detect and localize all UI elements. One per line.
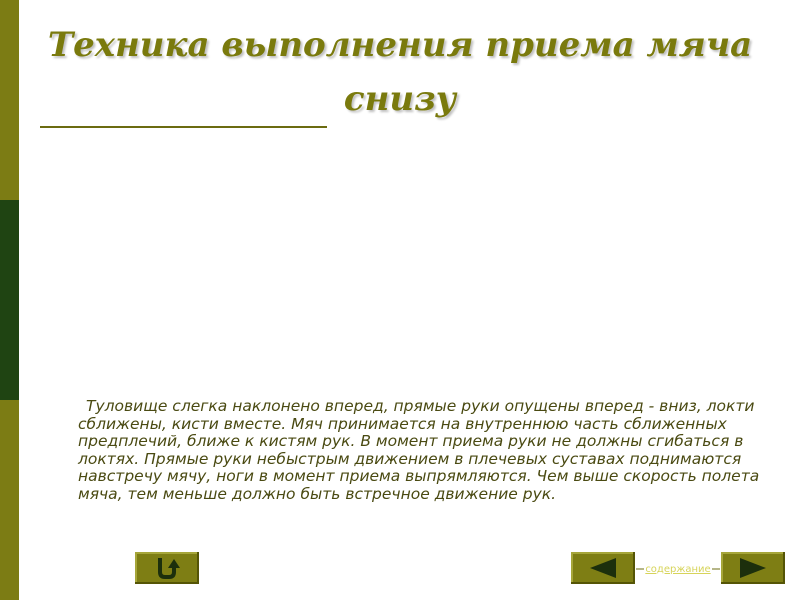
side-bar-bottom	[0, 400, 19, 600]
triangle-right-icon	[738, 556, 768, 580]
return-arrow-icon	[154, 555, 180, 581]
side-bar-top	[0, 0, 19, 200]
triangle-left-icon	[588, 556, 618, 580]
slide-title-line2: снизу	[343, 79, 457, 119]
body-paragraph: Туловище слегка наклонено вперед, прямые руки опущены вперед - вниз, локти сближены, кисти вместе. Мяч принимается на внутреннюю часть сближенных предплечий, ближе к кистям рук. В момент приема руки не должны сгибаться в локтях. Прямые руки небыстрым движением в плечевых суставах поднимаются навстречу мячу, ноги в момент приема выпрямляются. Чем выше скорость полета мяча, тем меньше должно быть встречное движение рук.	[78, 397, 760, 503]
next-slide-button[interactable]	[721, 552, 785, 584]
contents-link-label: содержание	[645, 563, 711, 575]
title-underline	[40, 126, 327, 128]
side-bar-middle	[0, 200, 19, 400]
previous-slide-button[interactable]	[571, 552, 635, 584]
slide-title-line1: Техника выполнения приема мяча	[47, 25, 753, 65]
slide-title	[40, 18, 760, 126]
contents-link[interactable]	[636, 557, 720, 581]
return-button[interactable]	[135, 552, 199, 584]
